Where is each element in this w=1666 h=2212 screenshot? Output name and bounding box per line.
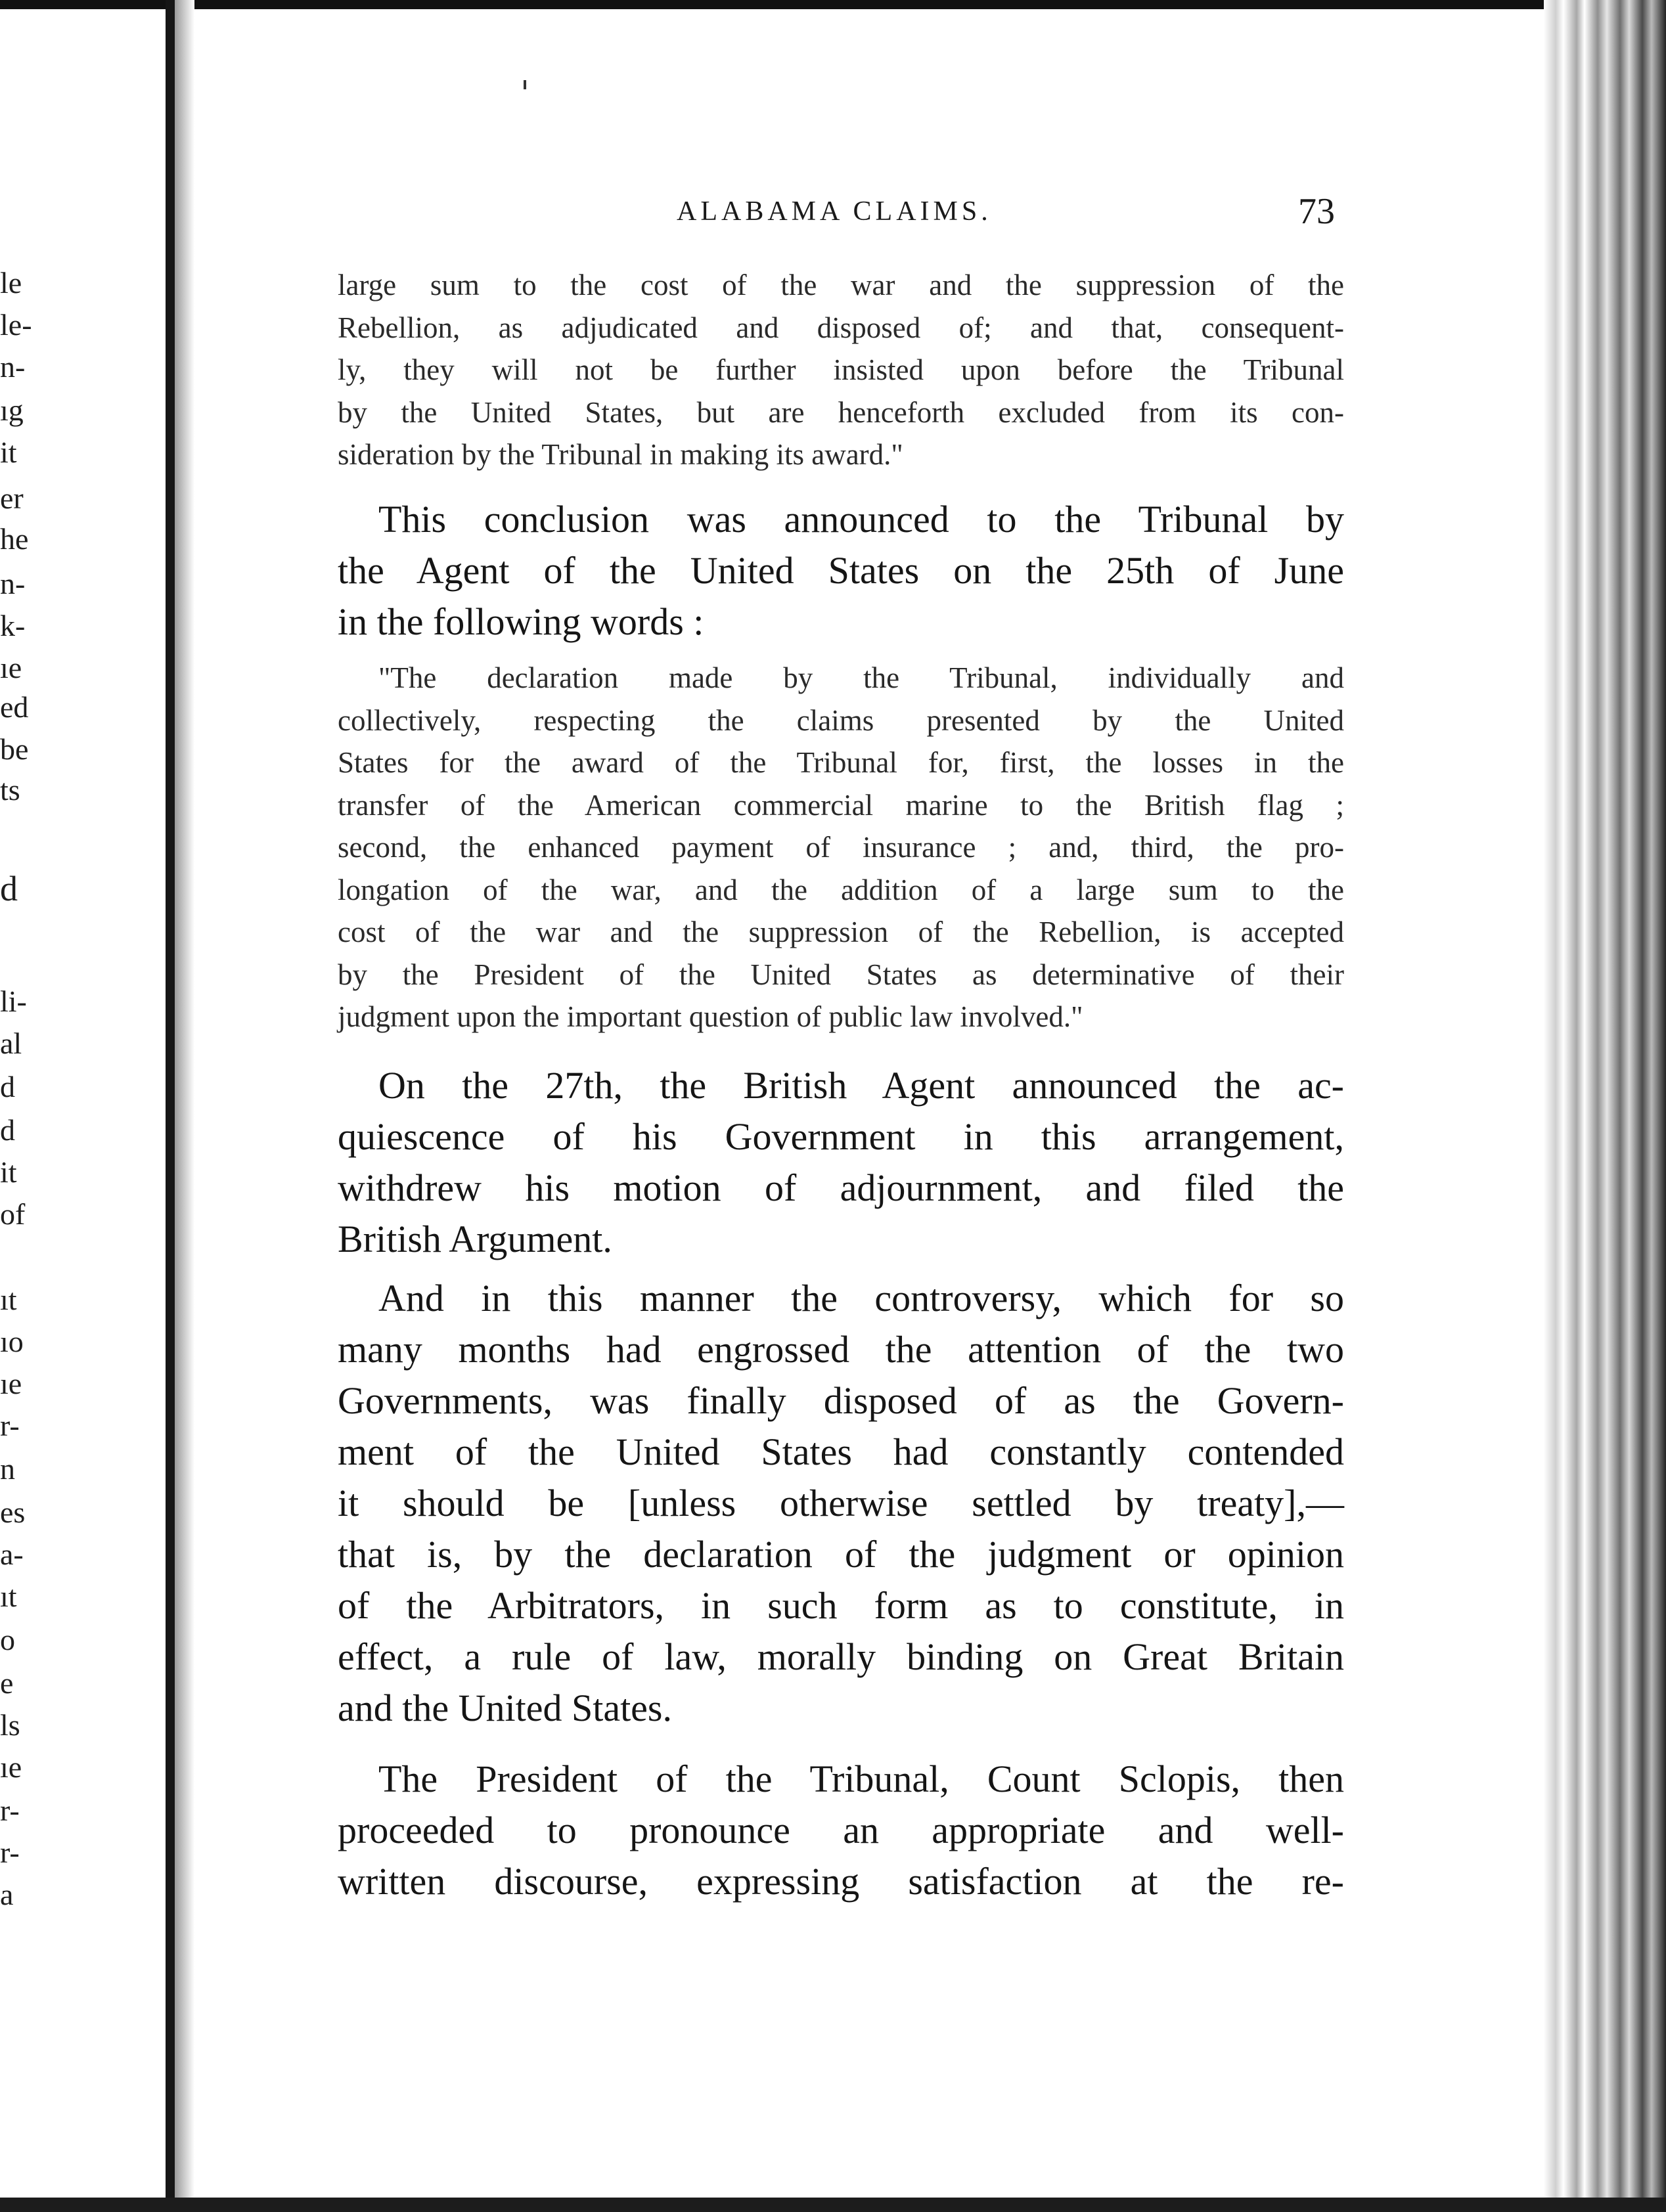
facing-fragment: r- [0,1409,20,1442]
text-line: in the following words : [338,600,704,643]
text-line: The President of the Tribunal, Count Sclopis, then [378,1758,1344,1800]
facing-fragment: ıg [0,393,24,427]
scan-top-border [0,0,1666,9]
text-line: And in this manner the controversy, which for so [378,1277,1344,1319]
facing-fragment: k- [0,609,26,642]
facing-fragment: n [0,1452,15,1486]
scan-bottom-border [0,2198,1666,2212]
quote-continuation [338,264,1344,476]
facing-fragment: n- [0,567,26,600]
text-line: transfer of the American commercial marine to the British flag ; [338,788,1344,822]
facing-fragment: ed [0,690,29,724]
text-line: the Agent of the United States on the 25th of June [338,549,1344,592]
facing-fragment: it [0,435,17,469]
text-line: longation of the war, and the addition of a large sum to the [338,873,1344,906]
facing-fragment: es [0,1495,26,1529]
text-line: Governments, was finally disposed of as the Govern- [338,1379,1344,1422]
text-line: of the Arbitrators, in such form as to constitute, in [338,1584,1344,1627]
facing-fragment: be [0,732,29,766]
facing-fragment: ıe [0,651,22,684]
text-line: and the United States. [338,1687,673,1729]
text-line: many months had engrossed the attention of the two [338,1328,1344,1371]
facing-fragment: o [0,1623,15,1656]
facing-fragment: er [0,481,24,515]
text-line: "The declaration made by the Tribunal, individually and [378,661,1344,694]
text-line: States for the award of the Tribunal for, first, the losses in the [338,746,1344,779]
text-line: British Argument. [338,1218,612,1260]
facing-fragment: n- [0,350,26,384]
facing-fragment: r- [0,1794,20,1827]
text-line: Rebellion, as adjudicated and disposed of; and that, consequent- [338,311,1344,344]
paragraph-controversy [338,1273,1344,1734]
facing-fragment: ls [0,1708,20,1742]
text-line: by the President of the United States as determinative of their [338,958,1344,991]
facing-fragment: ıe [0,1750,22,1784]
text-line: collectively, respecting the claims presented by the United [338,703,1344,737]
paragraph-british-agent [338,1060,1344,1265]
text-line: cost of the war and the suppression of the Rebellion, is accepted [338,916,1344,948]
paragraph-president [338,1754,1344,1907]
text-line: large sum to the cost of the war and the suppression of the [338,269,1344,301]
facing-fragment: ıt [0,1283,17,1316]
facing-fragment: it [0,1155,17,1189]
facing-fragment: e [0,1666,14,1700]
page-number: 73 [1298,191,1335,232]
facing-fragment: d [0,1070,15,1103]
facing-fragment: of [0,1197,26,1231]
text-line: by the United States, but are henceforth excluded from its con- [338,395,1344,429]
gutter-shadow [175,0,194,2212]
text-line: sideration by the Tribunal in making its award." [338,438,903,471]
facing-fragment: ıo [0,1325,24,1358]
facing-fragment: he [0,522,29,556]
facing-fragment: ıe [0,1367,22,1400]
text-line: judgment upon the important question of public law involved." [338,1000,1083,1033]
page-edges [1544,0,1666,2212]
facing-fragment: li- [0,984,27,1018]
text-line: effect, a rule of law, morally binding on Great Britain [338,1635,1344,1678]
text-line: withdrew his motion of adjournment, and filed the [338,1166,1344,1209]
facing-fragment: d [0,869,18,908]
paragraph-announcement [338,494,1344,648]
facing-fragment: a [0,1878,14,1911]
facing-fragment: ıt [0,1580,17,1613]
text-line: quiescence of his Government in this arrangement, [338,1115,1344,1158]
text-line: that is, by the declaration of the judgment or opinion [338,1533,1344,1576]
book-gutter [166,0,175,2212]
ink-mark [524,80,526,89]
facing-fragment: le- [0,308,32,342]
text-line: second, the enhanced payment of insurance ; and, third, the pro- [338,831,1344,864]
text-line: This conclusion was announced to the Tribunal by [378,498,1344,541]
facing-fragment: le [0,266,22,299]
text-line: On the 27th, the British Agent announced the ac- [378,1064,1344,1107]
declaration-quote [338,657,1344,1038]
facing-fragment: r- [0,1836,20,1869]
facing-fragment: a- [0,1537,24,1571]
running-head: ALABAMA CLAIMS. [677,196,992,227]
facing-fragment: d [0,1113,15,1147]
facing-fragment: al [0,1027,22,1060]
text-line: it should be [unless otherwise settled by treaty],— [338,1482,1344,1524]
text-line: written discourse, expressing satisfaction at the re- [338,1860,1344,1903]
text-line: ment of the United States had constantly contended [338,1430,1344,1473]
facing-fragment: ts [0,773,20,807]
text-line: ly, they will not be further insisted upon before the Tribunal [338,353,1344,386]
text-line: proceeded to pronounce an appropriate and well- [338,1809,1344,1851]
